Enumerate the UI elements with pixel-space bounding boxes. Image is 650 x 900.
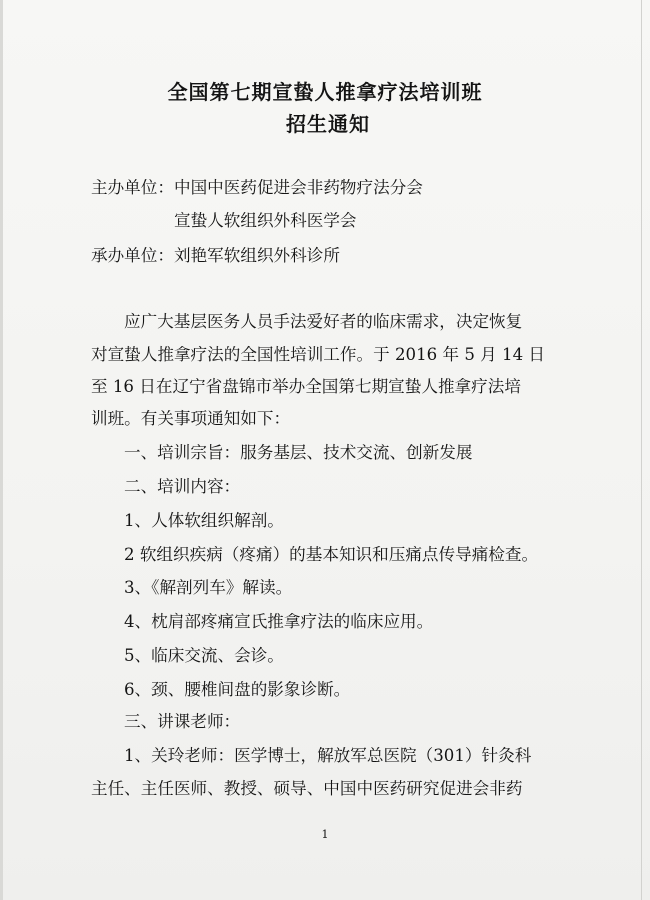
content-item: 4、枕肩部疼痛宣氏推拿疗法的临床应用。 (124, 612, 434, 631)
content-item: 6、颈、腰椎间盘的影象诊断。 (124, 680, 351, 699)
content-item: 2 软组织疾病（疼痛）的基本知识和压痛点传导痛检查。 (124, 545, 539, 564)
organizer-1: 中国中医药促进会非药物疗法分会 (174, 178, 423, 197)
page-number: 1 (321, 828, 329, 841)
section-teachers-heading: 三、讲课老师： (124, 712, 241, 731)
host-label: 承办单位： (91, 246, 174, 265)
document-subtitle: 招生通知 (286, 112, 370, 136)
content-item: 5、临床交流、会诊。 (124, 646, 284, 665)
section-purpose: 一、培训宗旨：服务基层、技术交流、创新发展 (124, 443, 473, 462)
host-name: 刘艳军软组织外科诊所 (174, 246, 340, 265)
organizer-label: 主办单位： (91, 178, 174, 197)
document-title: 全国第七期宣蛰人推拿疗法培训班 (167, 80, 483, 104)
intro-line-3: 至 16 日在辽宁省盘锦市举办全国第七期宣蛰人推拿疗法培 (91, 377, 521, 396)
intro-line-1: 应广大基层医务人员手法爱好者的临床需求，决定恢复 (124, 312, 523, 331)
teacher-line-2: 主任、主任医师、教授、硕导、中国中医药研究促进会非药 (91, 779, 523, 798)
organizer-2: 宣蛰人软组织外科医学会 (174, 211, 357, 230)
intro-line-2: 对宣蛰人推拿疗法的全国性培训工作。于 2016 年 5 月 14 日 (91, 345, 546, 364)
content-item: 3、《解剖列车》解读。 (124, 578, 293, 597)
intro-line-4: 训班。有关事项通知如下： (91, 409, 291, 428)
section-content-heading: 二、培训内容： (124, 477, 241, 496)
content-item: 1、人体软组织解剖。 (124, 511, 284, 530)
teacher-line-1: 1、关玲老师：医学博士，解放军总医院（301）针灸科 (124, 746, 532, 765)
